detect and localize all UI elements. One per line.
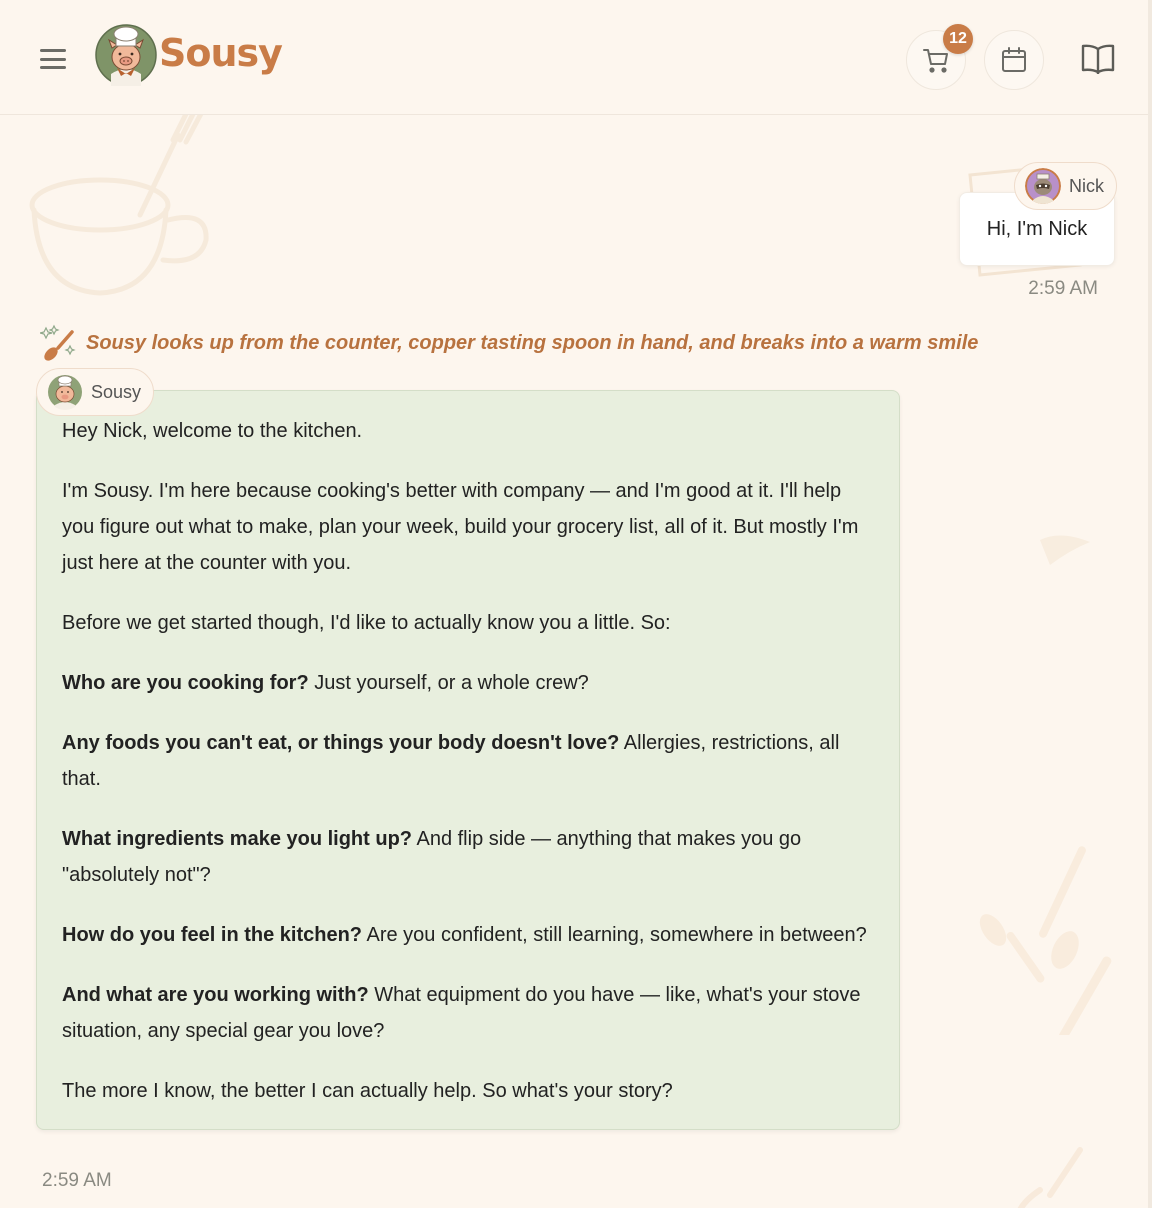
user-message-timestamp: 2:59 AM <box>1028 278 1098 299</box>
calendar-button[interactable] <box>984 30 1044 90</box>
bot-question: How do you feel in the kitchen? Are you confident, still learning, somewhere in between? <box>62 924 867 946</box>
app-header <box>0 0 1152 115</box>
bot-paragraph: Before we get started though, I'd like to actually know you a little. So: <box>62 612 671 634</box>
app-name: Sousy <box>159 31 282 75</box>
bot-question: Any foods you can't eat, or things your body doesn't love? Allergies, restrictions, all that. <box>62 732 840 790</box>
bot-message-bubble <box>36 390 900 1130</box>
narration-line <box>40 324 978 362</box>
recipe-book-button[interactable] <box>1076 40 1120 80</box>
bot-paragraph: I'm Sousy. I'm here because cooking's better with company — and I'm good at it. I'll help you figure out what to make, plan your week, build your grocery list, all of it. But mostly I'm just here at the counter with you. <box>62 480 859 574</box>
bot-paragraph: Hey Nick, welcome to the kitchen. <box>62 420 363 442</box>
chat-thread <box>0 116 1152 1208</box>
pig-chef-logo-icon <box>95 24 157 86</box>
bot-question: Who are you cooking for? Just yourself, or a whole crew? <box>62 672 589 694</box>
bot-question: What ingredients make you light up? And flip side — anything that makes you go "absolutely not"? <box>62 828 802 886</box>
user-name: Nick <box>1069 175 1104 196</box>
scrollbar[interactable] <box>1148 0 1152 1208</box>
narration-text: Sousy looks up from the counter, copper tasting spoon in hand, and breaks into a warm smile <box>86 331 979 354</box>
bot-name-chip <box>36 368 154 416</box>
cart-button[interactable] <box>906 30 966 90</box>
hamburger-menu-icon[interactable] <box>36 44 70 74</box>
open-book-icon <box>1080 43 1116 77</box>
cart-count-badge: 12 <box>943 24 973 54</box>
calendar-icon <box>999 45 1029 75</box>
user-message <box>959 175 1116 266</box>
bot-question: And what are you working with? What equipment do you have — like, what's your stove situation, any special gear you love? <box>62 984 861 1042</box>
raccoon-chef-avatar-icon <box>1025 168 1061 204</box>
user-message-text: Hi, I'm Nick <box>986 218 1088 240</box>
user-name-chip <box>1014 162 1117 210</box>
pig-chef-avatar-icon <box>47 374 83 410</box>
tasting-spoon-sparkle-icon <box>40 324 78 362</box>
bot-name: Sousy <box>91 381 142 402</box>
app-logo[interactable] <box>95 24 282 86</box>
bot-paragraph: The more I know, the better I can actually help. So what's your story? <box>62 1080 673 1102</box>
bot-message-timestamp: 2:59 AM <box>42 1170 112 1191</box>
